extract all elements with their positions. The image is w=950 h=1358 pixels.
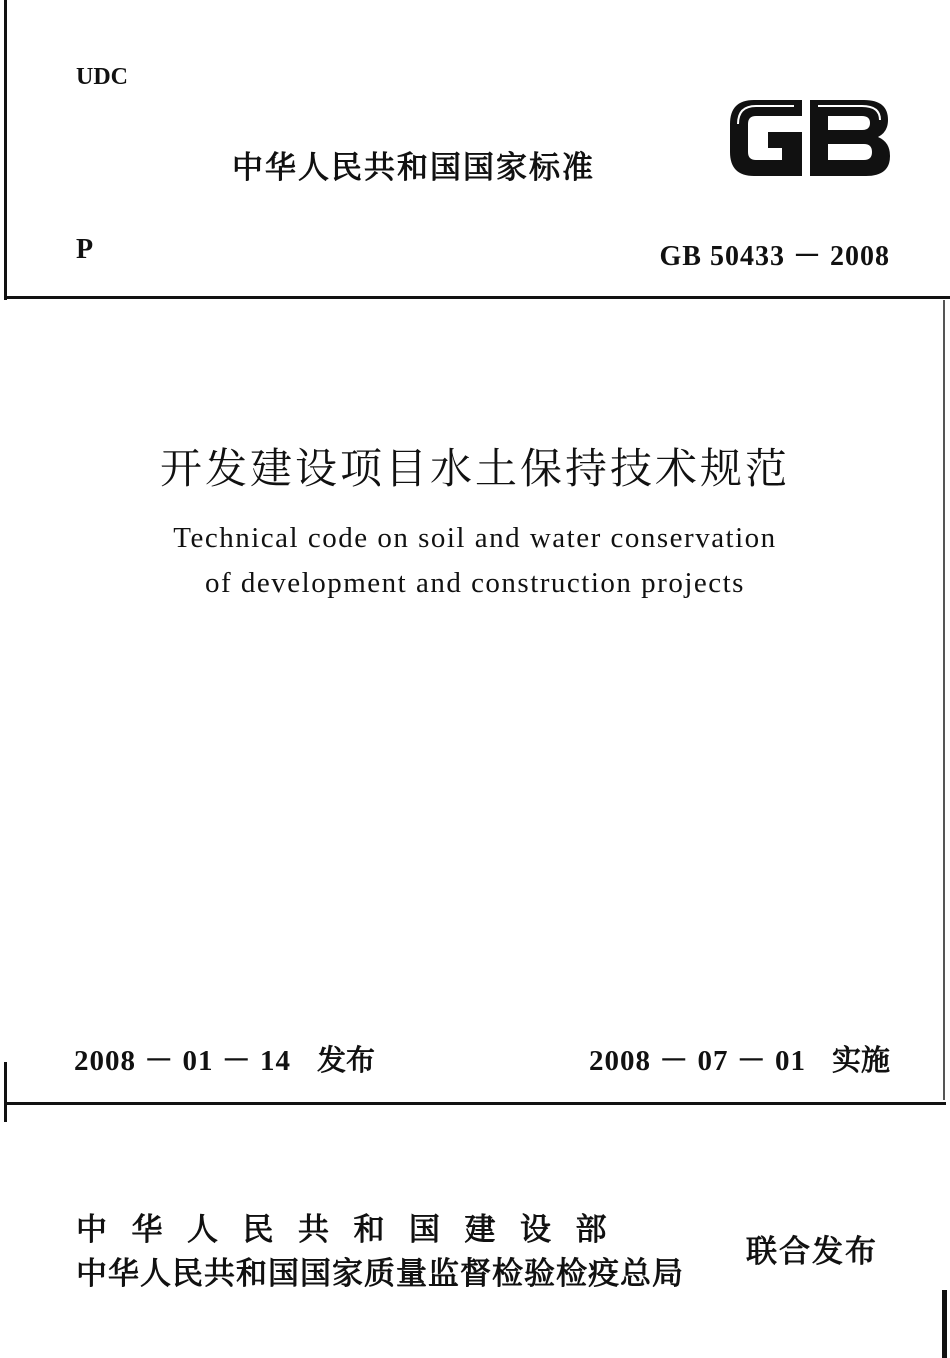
divider-bottom: [4, 1102, 946, 1105]
standard-number: GB 50433 － 2008: [659, 241, 890, 272]
classification-code: P: [76, 234, 94, 265]
page-edge-left: [4, 0, 7, 300]
issue-date: 2008 － 01 － 14: [74, 1045, 292, 1077]
standard-type-heading: 中华人民共和国国家标准: [232, 150, 595, 186]
joint-issue-label: 联合发布: [746, 1234, 878, 1270]
title-english-line2: of development and construction projects: [205, 567, 745, 599]
gb-logo-icon: [724, 92, 894, 184]
divider-top: [4, 296, 950, 299]
udc-label: UDC: [76, 64, 128, 90]
issue-date-block: [74, 1038, 375, 1079]
effective-label: 实施: [831, 1043, 890, 1077]
issue-label: 发布: [317, 1043, 376, 1077]
page-edge-left-lower: [4, 1062, 7, 1122]
title-chinese: 开发建设项目水土保持技术规范: [159, 444, 790, 493]
effective-date-block: [589, 1038, 890, 1079]
effective-date: 2008 － 07 － 01: [588, 1045, 806, 1077]
title-english-line1: Technical code on soil and water conservation: [173, 522, 777, 554]
page-edge-right-lower: [942, 1290, 947, 1358]
issuer-aqsiq: 中华人民共和国国家质量监督检验检疫总局: [76, 1256, 684, 1292]
page-edge-right: [943, 300, 945, 1100]
issuer-ministry-construction: 中华人民共和国建设部: [76, 1212, 631, 1248]
